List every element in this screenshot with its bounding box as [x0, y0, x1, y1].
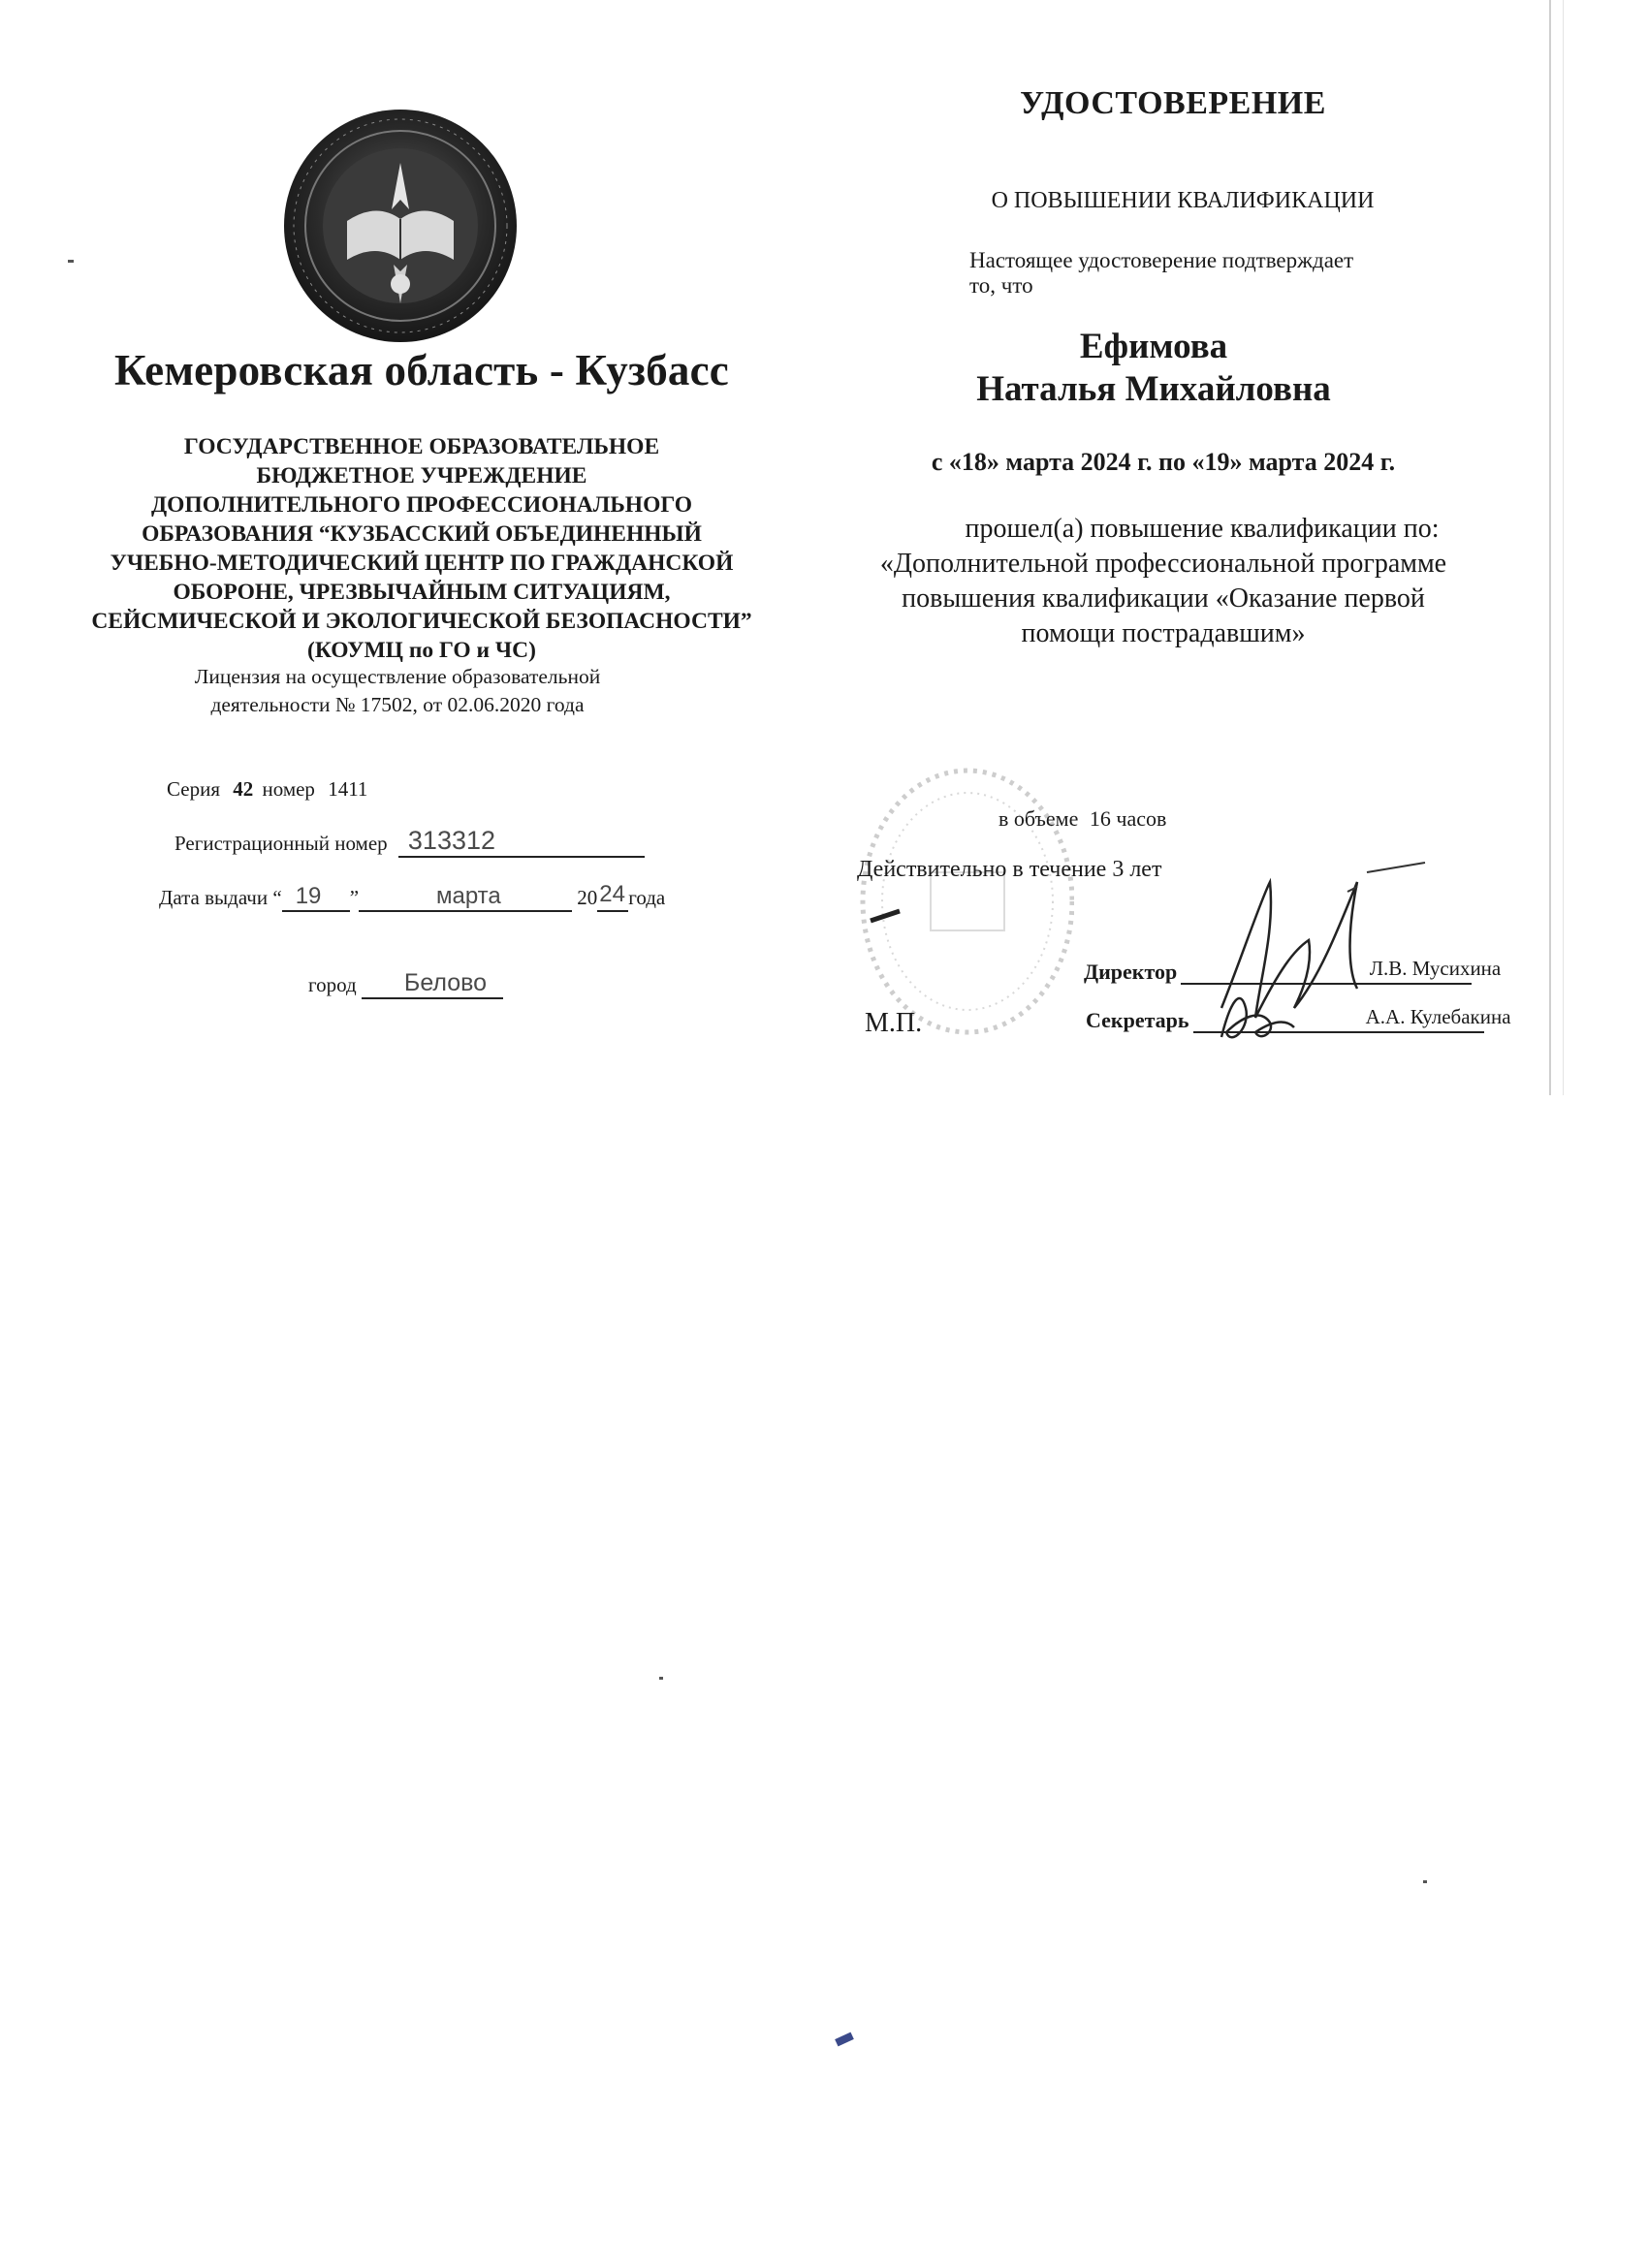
- scan-speck: [68, 260, 74, 263]
- number-label: номер: [262, 777, 315, 801]
- scan-edge-line-secondary: [1563, 0, 1564, 1095]
- issue-open-quote: “: [272, 886, 282, 909]
- city-row: [308, 969, 503, 999]
- program-line: «Дополнительной профессиональной программе: [879, 549, 1447, 579]
- holder-surname: Ефимова: [1079, 327, 1228, 366]
- director-label: Директор: [1084, 960, 1178, 984]
- number-value: 1411: [328, 777, 368, 801]
- secretary-label: Секретарь: [1086, 1008, 1189, 1032]
- director-name: Л.В. Мусихина: [1369, 957, 1502, 980]
- organization-line: УЧЕБНО-МЕТОДИЧЕСКИЙ ЦЕНТР ПО ГРАЖДАНСКОЙ: [110, 551, 734, 576]
- series-label: Серия: [167, 777, 220, 801]
- holder-name: [872, 326, 1435, 411]
- volume-row: [998, 806, 1166, 832]
- issue-year-field: [597, 881, 628, 912]
- holder-given-names: Наталья Михайловна: [976, 369, 1331, 409]
- organization-line: ОБОРОНЕ, ЧРЕЗВЫЧАЙНЫМ СИТУАЦИЯМ,: [173, 580, 671, 605]
- issue-date-label: Дата выдачи: [159, 886, 269, 909]
- series-value: 42: [233, 777, 254, 801]
- volume-value: 16 часов: [1089, 806, 1167, 831]
- organization-line: БЮДЖЕТНОЕ УЧРЕЖДЕНИЕ: [256, 463, 587, 488]
- organization-line: ГОСУДАРСТВЕННОЕ ОБРАЗОВАТЕЛЬНОЕ: [183, 434, 660, 459]
- issue-day-field: [282, 883, 350, 912]
- issue-date-row: [159, 881, 666, 912]
- program-line: повышения квалификации «Оказание первой: [902, 583, 1425, 614]
- secretary-signature-line: [1193, 1005, 1511, 1033]
- validity-text: Действительно в течение 3 лет: [857, 857, 1162, 882]
- registration-value: 313312: [407, 826, 496, 855]
- organization-line: СЕЙСМИЧЕСКОЙ И ЭКОЛОГИЧЕСКОЙ БЕЗОПАСНОСТИ”: [91, 609, 752, 634]
- organization-line: (КОУМЦ по ГО и ЧС): [307, 638, 536, 663]
- series-number-row: [167, 777, 367, 802]
- issue-close-quote: ”: [349, 886, 360, 909]
- city-label: город: [308, 973, 357, 996]
- issue-year: 24: [599, 881, 625, 907]
- confirmation-text: [969, 248, 1454, 299]
- issue-day: 19: [295, 883, 322, 909]
- document-title: УДОСТОВЕРЕНИЕ: [1020, 85, 1326, 121]
- registration-row: [174, 826, 645, 858]
- training-period: с «18» марта 2024 г. по «19» марта 2024 г.: [931, 448, 1396, 476]
- license-info: [116, 663, 679, 719]
- volume-label: в объеме: [998, 806, 1079, 831]
- city-value: Белово: [403, 969, 488, 996]
- issue-month: марта: [436, 883, 501, 909]
- registration-label: Регистрационный номер: [174, 832, 388, 855]
- secretary-row: [1086, 1005, 1532, 1033]
- license-line: деятельности № 17502, от 02.06.2020 года: [210, 693, 585, 716]
- document-subtitle: О ПОВЫШЕНИИ КВАЛИФИКАЦИИ: [991, 188, 1375, 213]
- issue-suffix: года: [628, 886, 666, 909]
- registration-field: [398, 826, 645, 858]
- emblem-seal: [279, 105, 522, 347]
- scan-speck: [659, 1677, 663, 1680]
- organization-line: ОБРАЗОВАНИЯ “КУЗБАССКИЙ ОБЪЕДИНЕННЫЙ: [142, 521, 702, 547]
- issue-month-field: [359, 883, 572, 912]
- program-description: [795, 512, 1532, 651]
- seal-place-label: М.П.: [865, 1008, 923, 1038]
- scan-edge-line: [1549, 0, 1551, 1095]
- scan-speck: [835, 2032, 854, 2047]
- license-line: Лицензия на осуществление образовательной: [194, 665, 601, 688]
- organization-name: [87, 432, 756, 665]
- program-line: прошел(а) повышение квалификации по:: [965, 514, 1440, 544]
- secretary-name: А.А. Кулебакина: [1365, 1005, 1511, 1028]
- confirmation-line-2: то, что: [969, 273, 1033, 298]
- scan-speck: [1423, 1880, 1427, 1883]
- confirmation-line-1: Настоящее удостоверение подтверждает: [969, 248, 1354, 272]
- organization-line: ДОПОЛНИТЕЛЬНОГО ПРОФЕССИОНАЛЬНОГО: [151, 492, 692, 518]
- city-field: [362, 969, 503, 999]
- issue-century: 20: [577, 886, 598, 909]
- program-line: помощи пострадавшим»: [1021, 618, 1306, 648]
- region-title: Кемеровская область - Кузбасс: [114, 346, 729, 394]
